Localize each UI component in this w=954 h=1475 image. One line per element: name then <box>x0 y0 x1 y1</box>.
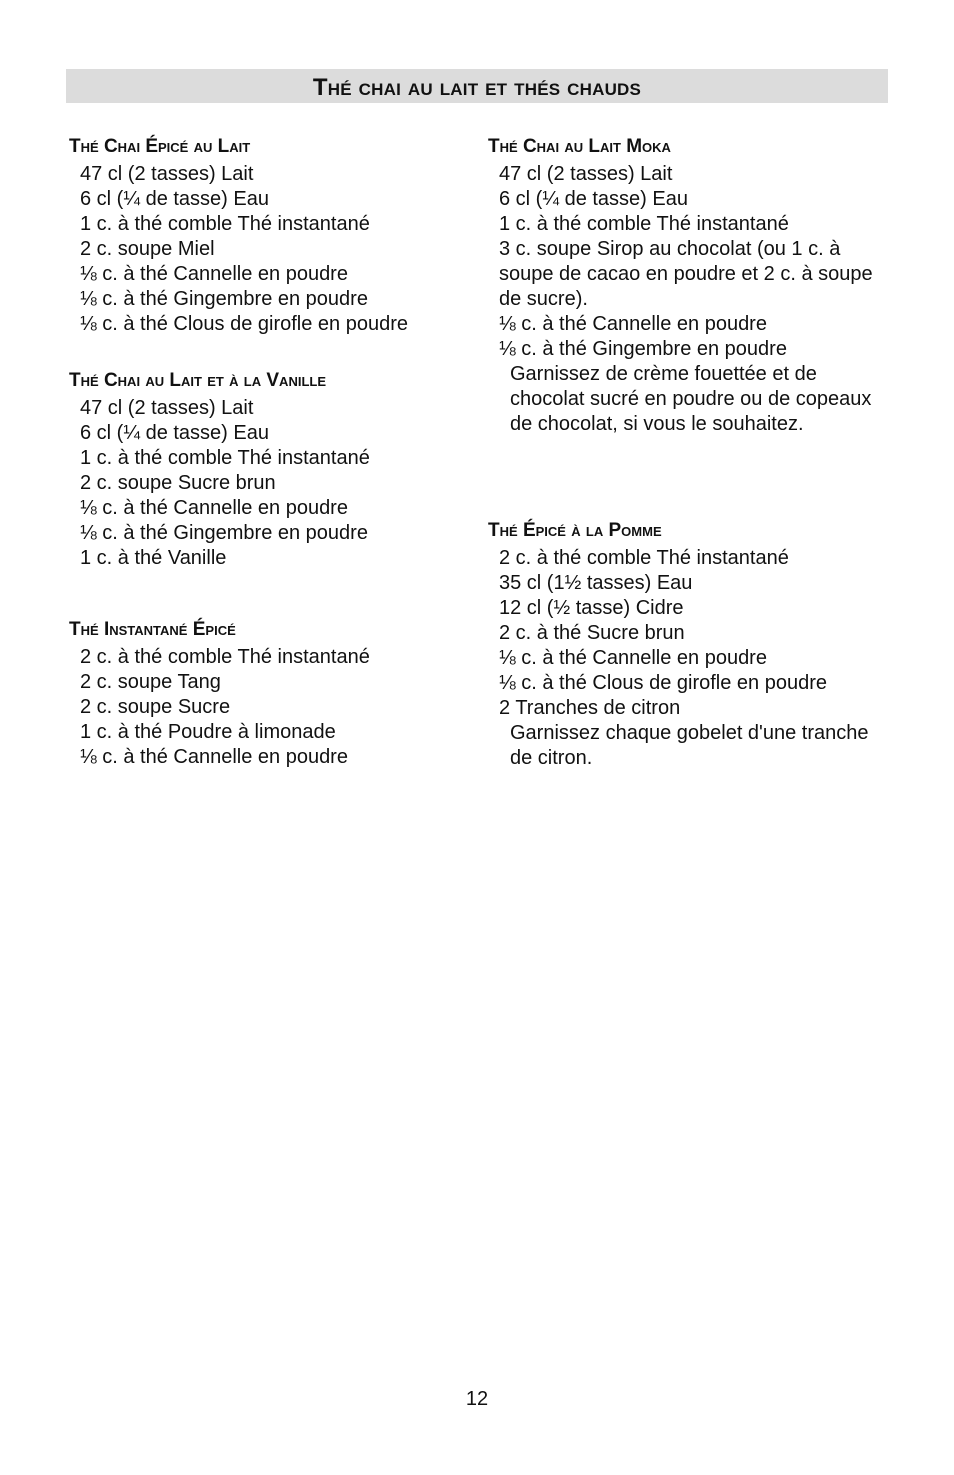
ingredient-list <box>488 546 888 721</box>
ingredient-item: 2 c. soupe Miel <box>80 238 215 260</box>
ingredient-item: 47 cl (2 tasses) Lait <box>80 163 254 185</box>
page-number: 12 <box>465 1388 489 1410</box>
recipe-title: Thé Instantané Épicé <box>69 619 236 640</box>
recipe-the-chai-epice-au-lait <box>69 132 469 366</box>
ingredient-item: 2 c. à thé Sucre brun <box>499 622 685 644</box>
ingredient-item: 35 cl (1½ tasses) Eau <box>499 572 693 594</box>
ingredient-item: 1 c. à thé comble Thé instantané <box>499 213 789 235</box>
ingredient-list <box>69 396 469 571</box>
ingredient-list <box>488 162 888 362</box>
ingredient-item: 47 cl (2 tasses) Lait <box>80 397 254 419</box>
right-column <box>488 132 888 771</box>
ingredient-item: 1 c. à thé comble Thé instantané <box>80 447 370 469</box>
ingredient-list <box>69 645 469 770</box>
recipe-the-instantane-epice <box>69 615 469 770</box>
ingredient-item: 2 c. soupe Sucre <box>80 696 231 718</box>
ingredient-item: ⅛ c. à thé Clous de girofle en poudre <box>499 672 827 694</box>
ingredient-item: ⅛ c. à thé Cannelle en poudre <box>499 647 767 669</box>
ingredient-item: ⅛ c. à thé Gingembre en poudre <box>80 288 368 310</box>
ingredient-item: 2 c. à thé comble Thé instantané <box>499 547 789 569</box>
ingredient-item: 3 c. soupe Sirop au chocolat (ou 1 c. à soupe de cacao en poudre et 2 c. à soupe de sucre). <box>499 238 873 310</box>
ingredient-item: 6 cl (¼ de tasse) Eau <box>80 188 269 210</box>
recipe-title: Thé Épicé à la Pomme <box>488 520 662 541</box>
ingredient-item: ⅛ c. à thé Clous de girofle en poudre <box>80 313 408 335</box>
ingredient-item: 2 c. soupe Tang <box>80 671 221 693</box>
recipe-note: Garnissez de crème fouettée et de chocolat sucré en poudre ou de copeaux de chocolat, si vous le souhaitez. <box>510 363 872 435</box>
ingredient-item: 2 c. soupe Sucre brun <box>80 472 276 494</box>
recipe-title: Thé Chai Épicé au Lait <box>69 136 251 157</box>
ingredient-item: 6 cl (¼ de tasse) Eau <box>499 188 688 210</box>
section-title-bar <box>66 69 888 103</box>
page-title: Thé chai au lait et thés chauds <box>312 74 642 101</box>
ingredient-item: ⅛ c. à thé Gingembre en poudre <box>499 338 787 360</box>
ingredient-item: ⅛ c. à thé Cannelle en poudre <box>80 263 348 285</box>
recipe-the-chai-vanille <box>69 366 469 615</box>
ingredient-item: 1 c. à thé comble Thé instantané <box>80 213 370 235</box>
ingredient-item: 12 cl (½ tasse) Cidre <box>499 597 684 619</box>
ingredient-item: ⅛ c. à thé Cannelle en poudre <box>499 313 767 335</box>
ingredient-item: ⅛ c. à thé Gingembre en poudre <box>80 522 368 544</box>
recipe-title: Thé Chai au Lait Moka <box>488 136 671 157</box>
left-column <box>69 132 469 770</box>
ingredient-list <box>69 162 469 337</box>
ingredient-item: 47 cl (2 tasses) Lait <box>499 163 673 185</box>
recipe-the-chai-moka <box>488 132 888 516</box>
recipe-title: Thé Chai au Lait et à la Vanille <box>69 370 326 391</box>
recipe-the-epice-pomme <box>488 516 888 771</box>
recipe-note: Garnissez chaque gobelet d'une tranche de citron. <box>510 722 869 769</box>
ingredient-item: ⅛ c. à thé Cannelle en poudre <box>80 497 348 519</box>
ingredient-item: 6 cl (¼ de tasse) Eau <box>80 422 269 444</box>
ingredient-item: ⅛ c. à thé Cannelle en poudre <box>80 746 348 768</box>
ingredient-item: 1 c. à thé Poudre à limonade <box>80 721 336 743</box>
ingredient-item: 1 c. à thé Vanille <box>80 547 227 569</box>
ingredient-item: 2 Tranches de citron <box>499 697 681 719</box>
ingredient-item: 2 c. à thé comble Thé instantané <box>80 646 370 668</box>
